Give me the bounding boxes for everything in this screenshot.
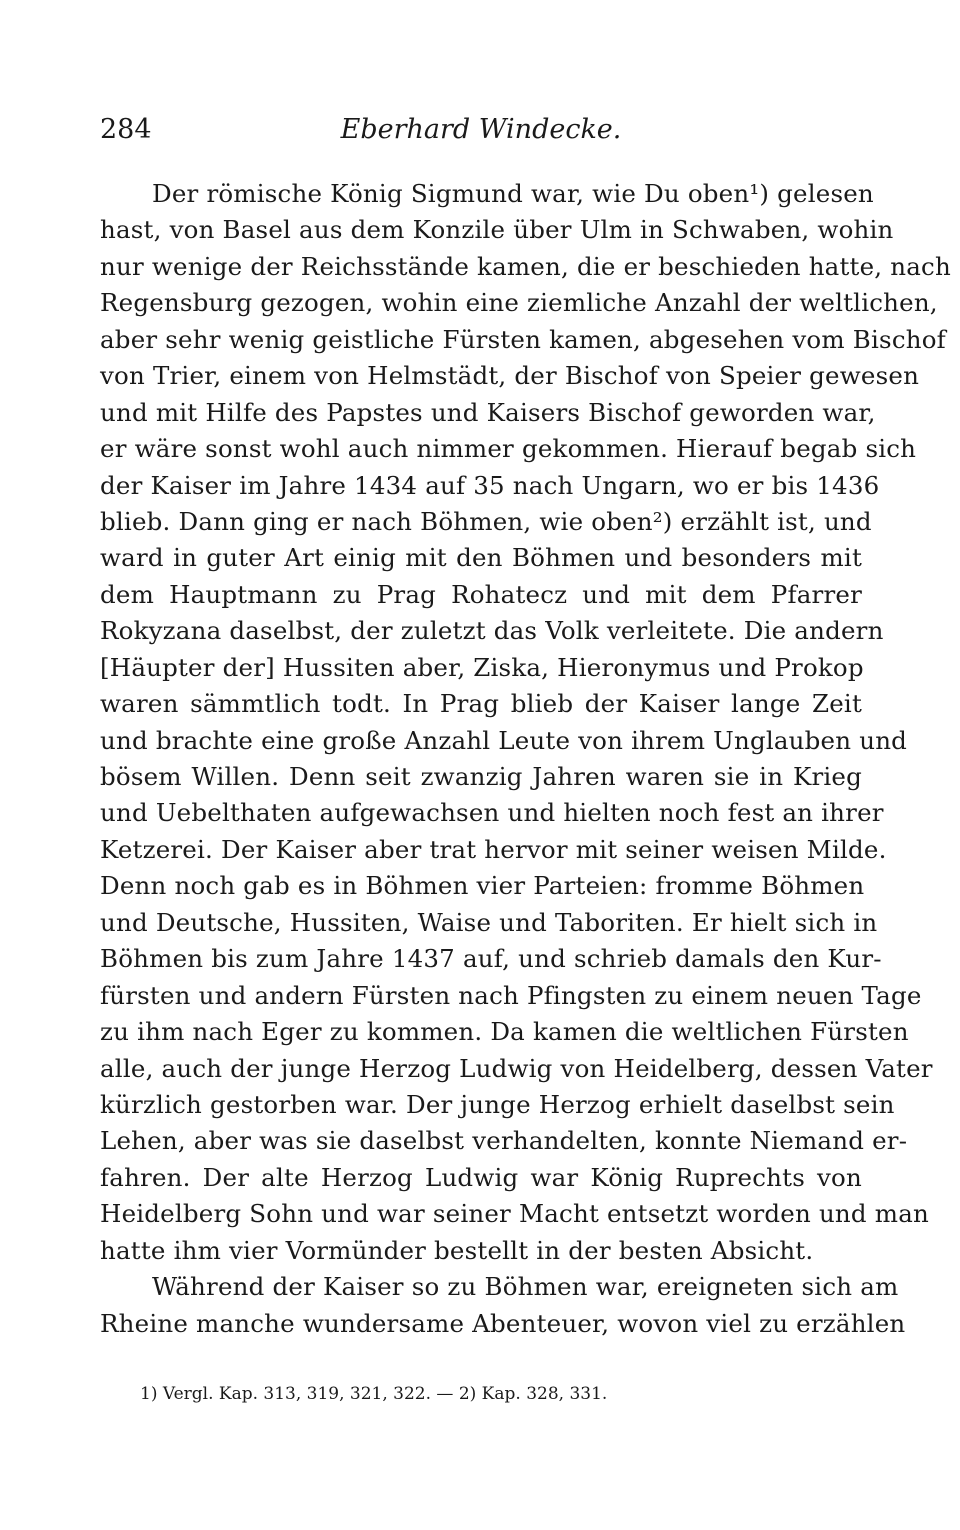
text-line: blieb. Dann ging er nach Böhmen, wie oben²) erzählt ist, und [100,506,872,536]
body-text [100,176,951,1342]
text-line: [Häupter der] Hussiten aber, Ziska, Hieronymus und Prokop [100,652,864,682]
text-line: fürsten und andern Fürsten nach Pfingsten zu einem neuen Tage [100,980,922,1010]
text-line: und brachte eine große Anzahl Leute von ihrem Unglauben und [100,725,908,755]
text-line: der Kaiser im Jahre 1434 auf 35 nach Ungarn, wo er bis 1436 [100,470,880,500]
text-line: hast, von Basel aus dem Konzile über Ulm in Schwaben, wohin [100,215,894,245]
text-line: ward in guter Art einig mit den Böhmen und besonders mit [100,543,862,573]
text-line: Der römische König Sigmund war, wie Du oben¹) gelesen [152,179,874,208]
paragraph-2 [100,1269,906,1342]
text-line: fahren. Der alte Herzog Ludwig war König Ruprechts von [100,1162,862,1192]
text-line: hatte ihm vier Vormünder bestellt in der besten Absicht. [100,1235,814,1265]
text-line: und Deutsche, Hussiten, Waise und Taboriten. Er hielt sich in [100,907,878,937]
text-line: Während der Kaiser so zu Böhmen war, ereigneten sich am [152,1272,899,1302]
text-line: Denn noch gab es in Böhmen vier Parteien: fromme Böhmen [100,871,865,901]
text-line: und Uebelthaten aufgewachsen und hielten noch fest an ihrer [100,798,884,828]
text-line: Rheine manche wundersame Abenteuer, wovon viel zu erzählen [100,1308,906,1338]
paragraph-1 [100,176,951,1269]
text-line: von Trier, einem von Helmstädt, der Bischof von Speier gewesen [100,361,920,391]
text-line: Rokyzana daselbst, der zuletzt das Volk verleitete. Die andern [100,616,884,646]
text-line: er wäre sonst wohl auch nimmer gekommen. Hierauf begab sich [100,434,917,464]
text-line: waren sämmtlich todt. In Prag blieb der Kaiser lange Zeit [100,689,862,719]
text-line: und mit Hilfe des Papstes und Kaisers Bischof geworden war, [100,397,876,427]
text-line: kürzlich gestorben war. Der junge Herzog erhielt daselbst sein [100,1089,895,1119]
text-line: Heidelberg Sohn und war seiner Macht entsetzt worden und man [100,1199,929,1229]
text-line: Regensburg gezogen, wohin eine ziemliche Anzahl der weltlichen, [100,288,938,318]
running-title: Eberhard Windecke. [340,114,622,145]
text-line: Böhmen bis zum Jahre 1437 auf, und schrieb damals den Kur- [100,944,882,974]
footnotes: 1) Vergl. Kap. 313, 319, 321, 322. — 2) Kap. 328, 331. [140,1384,608,1404]
text-line: zu ihm nach Eger zu kommen. Da kamen die weltlichen Fürsten [100,1017,909,1047]
page-header [100,114,862,154]
text-line: Lehen, aber was sie daselbst verhandelten, konnte Niemand er- [100,1126,908,1156]
text-line: alle, auch der junge Herzog Ludwig von Heidelberg, dessen Vater [100,1053,933,1083]
text-line: Ketzerei. Der Kaiser aber trat hervor mit seiner weisen Milde. [100,834,887,864]
page-number: 284 [100,114,152,145]
text-line: aber sehr wenig geistliche Fürsten kamen, abgesehen vom Bischof [100,324,946,354]
text-line: bösem Willen. Denn seit zwanzig Jahren waren sie in Krieg [100,762,862,791]
text-line: nur wenige der Reichsstände kamen, die er beschieden hatte, nach [100,251,951,281]
text-line: dem Hauptmann zu Prag Rohatecz und mit dem Pfarrer [100,579,862,609]
